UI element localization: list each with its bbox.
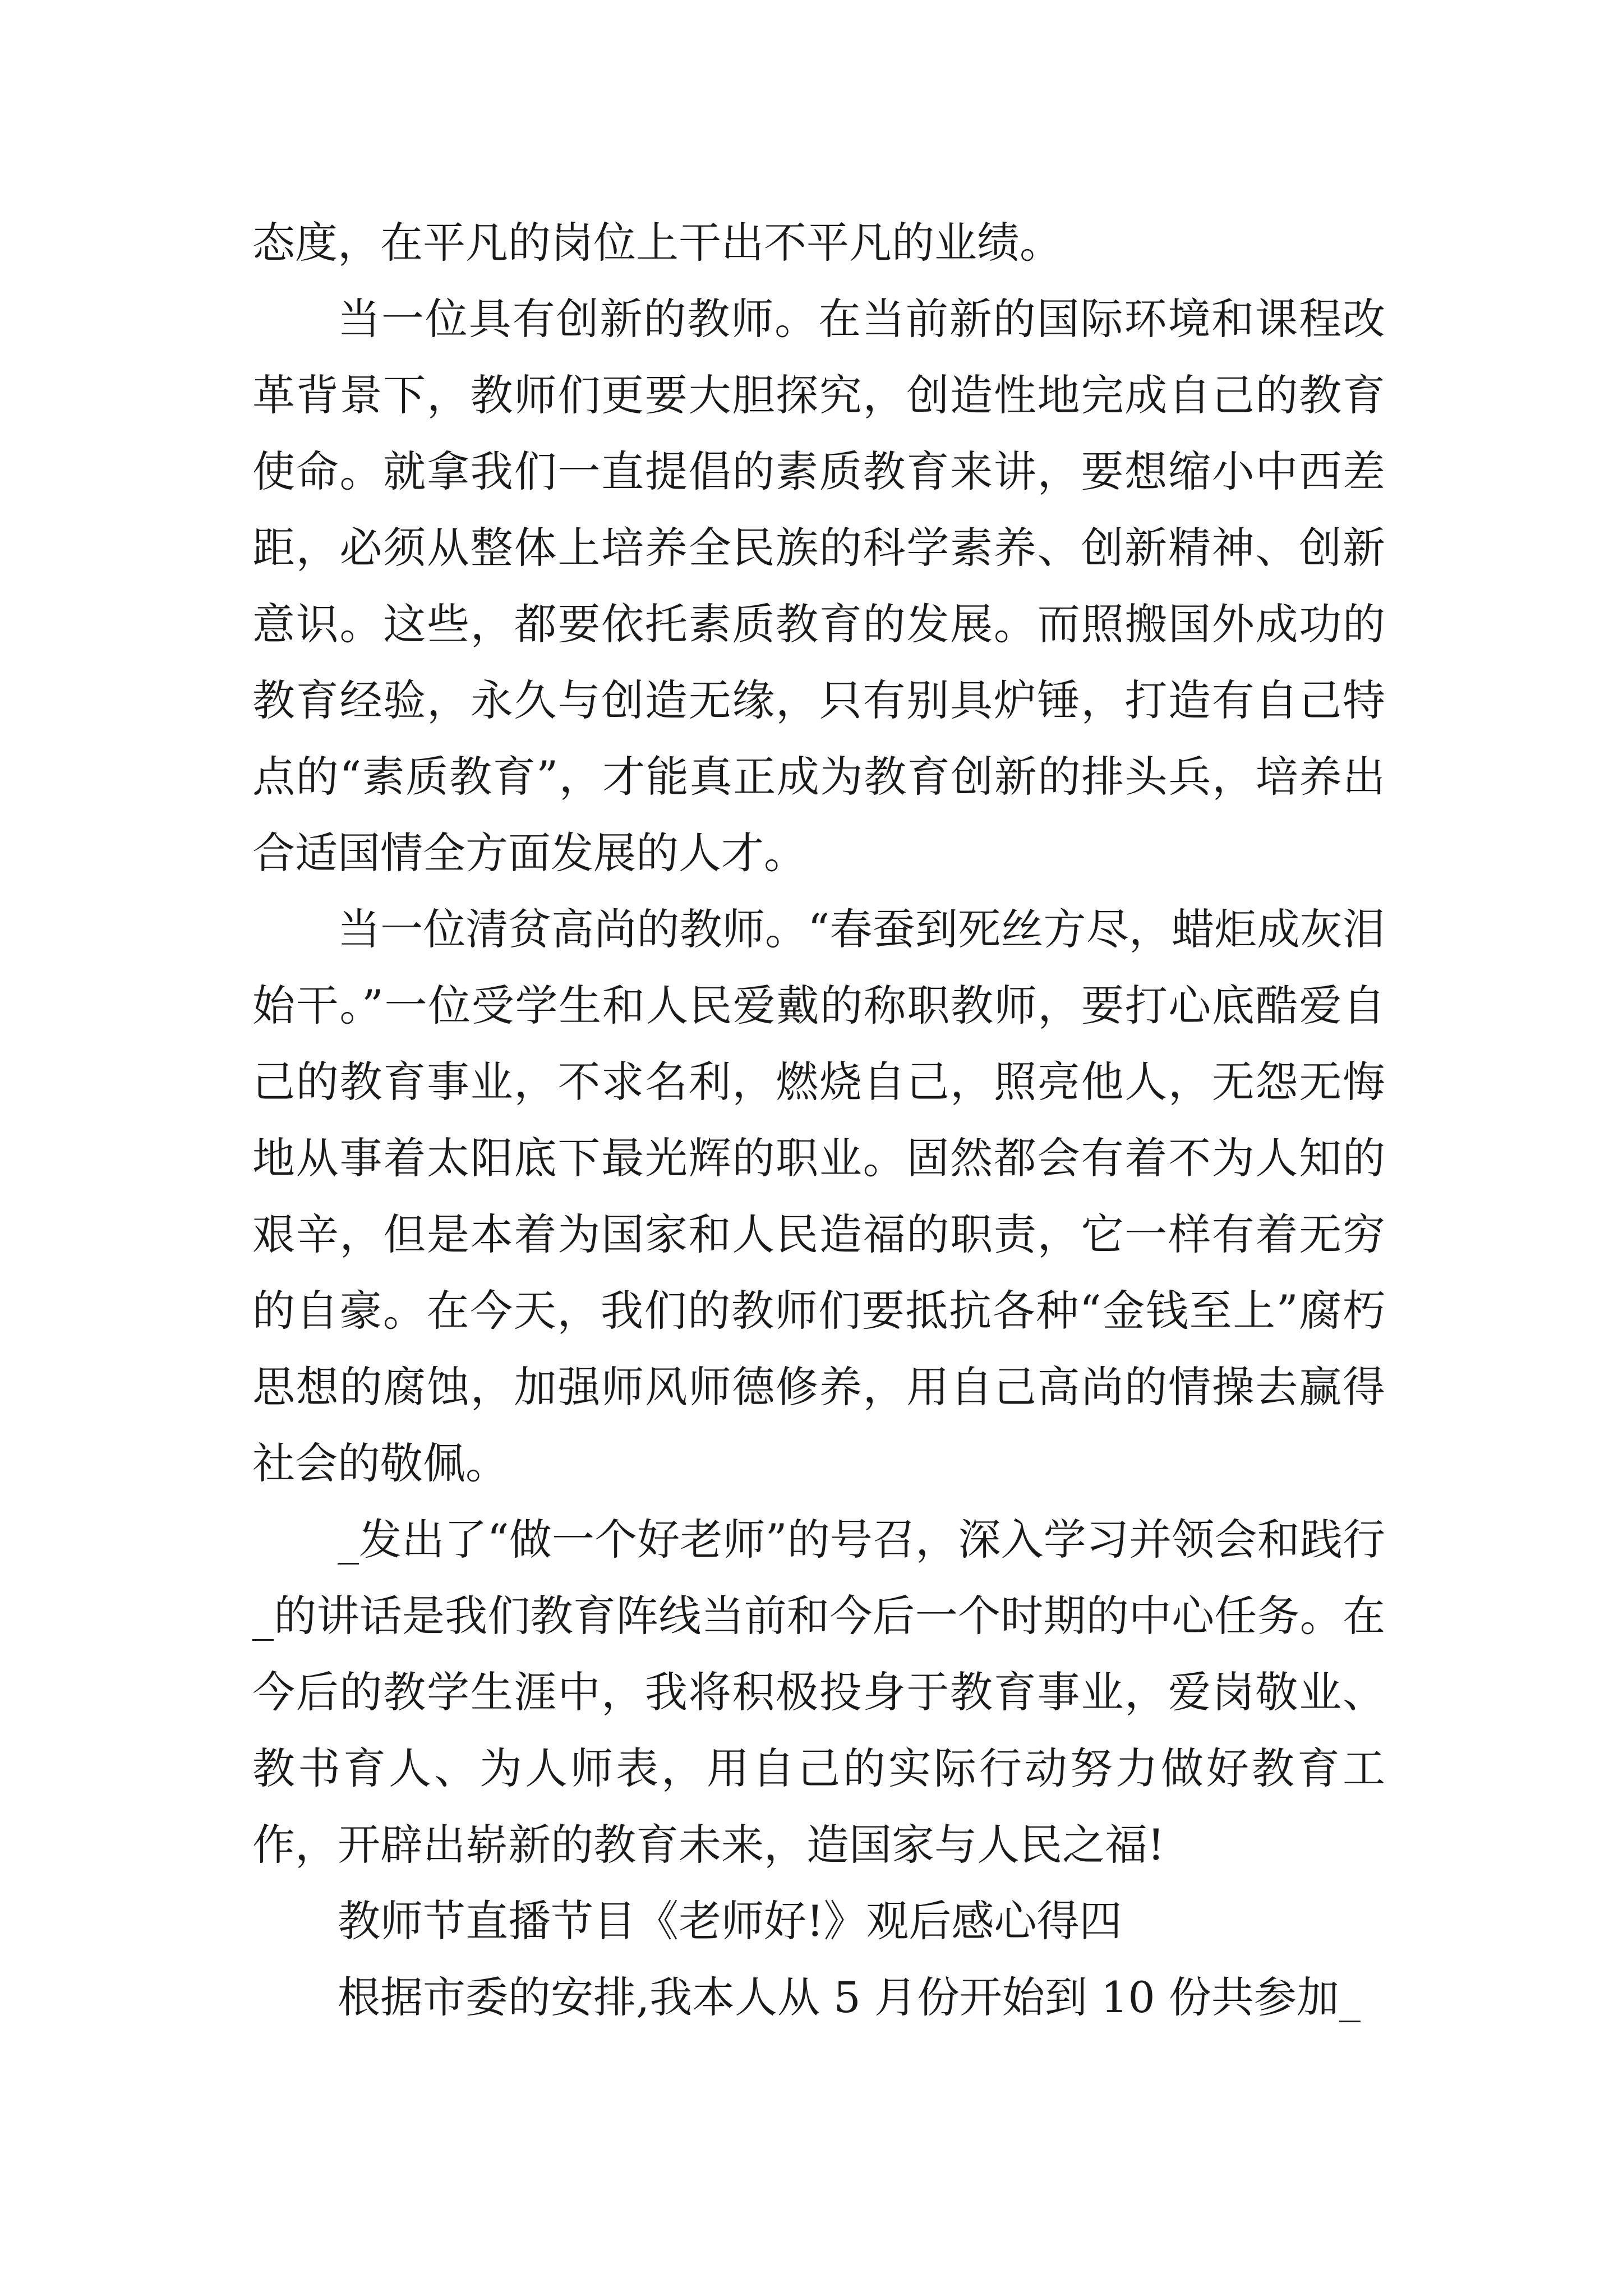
paragraph-continuation: 态度，在平凡的岗位上干出不平凡的业绩。 xyxy=(252,218,1062,268)
section-heading: 教师节直播节目《老师好!》观后感心得四 xyxy=(338,1896,1122,1946)
paragraph-good-teacher-call: _发出了“做一个好老师”的号召，深入学习并领会和践行_的讲话是我们教育阵线当前和今后一个时期的中心任务。在今后的教学生涯中，我将积极投身于教育事业，爱岗敬业、教书育人、为人师表，用自己的实际行动努力做好教育工作，开辟出崭新的教育未来，造国家与人民之福! xyxy=(252,1515,1385,1870)
paragraph-innovative-teacher: 当一位具有创新的教师。在当前新的国际环境和课程改革背景下，教师们更要大胆探究，创造性地完成自己的教育使命。就拿我们一直提倡的素质教育来讲，要想缩小中西差距，必须从整体上培养全民族的科学素养、创新精神、创新意识。这些，都要依托素质教育的发展。而照搬国外成功的教育经验，永久与创造无缘，只有别具炉锤，打造有自己特点的“素质教育”，才能真正成为教育创新的排头兵，培养出合适国情全方面发展的人才。 xyxy=(252,294,1385,878)
paragraph-section-intro: 根据市委的安排,我本人从 5 月份开始到 10 份共参加_ xyxy=(338,1972,1361,2022)
document-body xyxy=(252,205,1385,2036)
paragraph-noble-teacher: 当一位清贫高尚的教师。“春蚕到死丝方尽，蜡炬成灰泪始干。”一位受学生和人民爱戴的称职教师，要打心底酷爱自己的教育事业，不求名利，燃烧自己，照亮他人，无怨无悔地从事着太阳底下最光辉的职业。固然都会有着不为人知的艰辛，但是本着为国家和人民造福的职责，它一样有着无穷的自豪。在今天，我们的教师们要抵抗各种“金钱至上”腐朽思想的腐蚀，加强师风师德修养，用自己高尚的情操去赢得社会的敬佩。 xyxy=(252,904,1385,1488)
